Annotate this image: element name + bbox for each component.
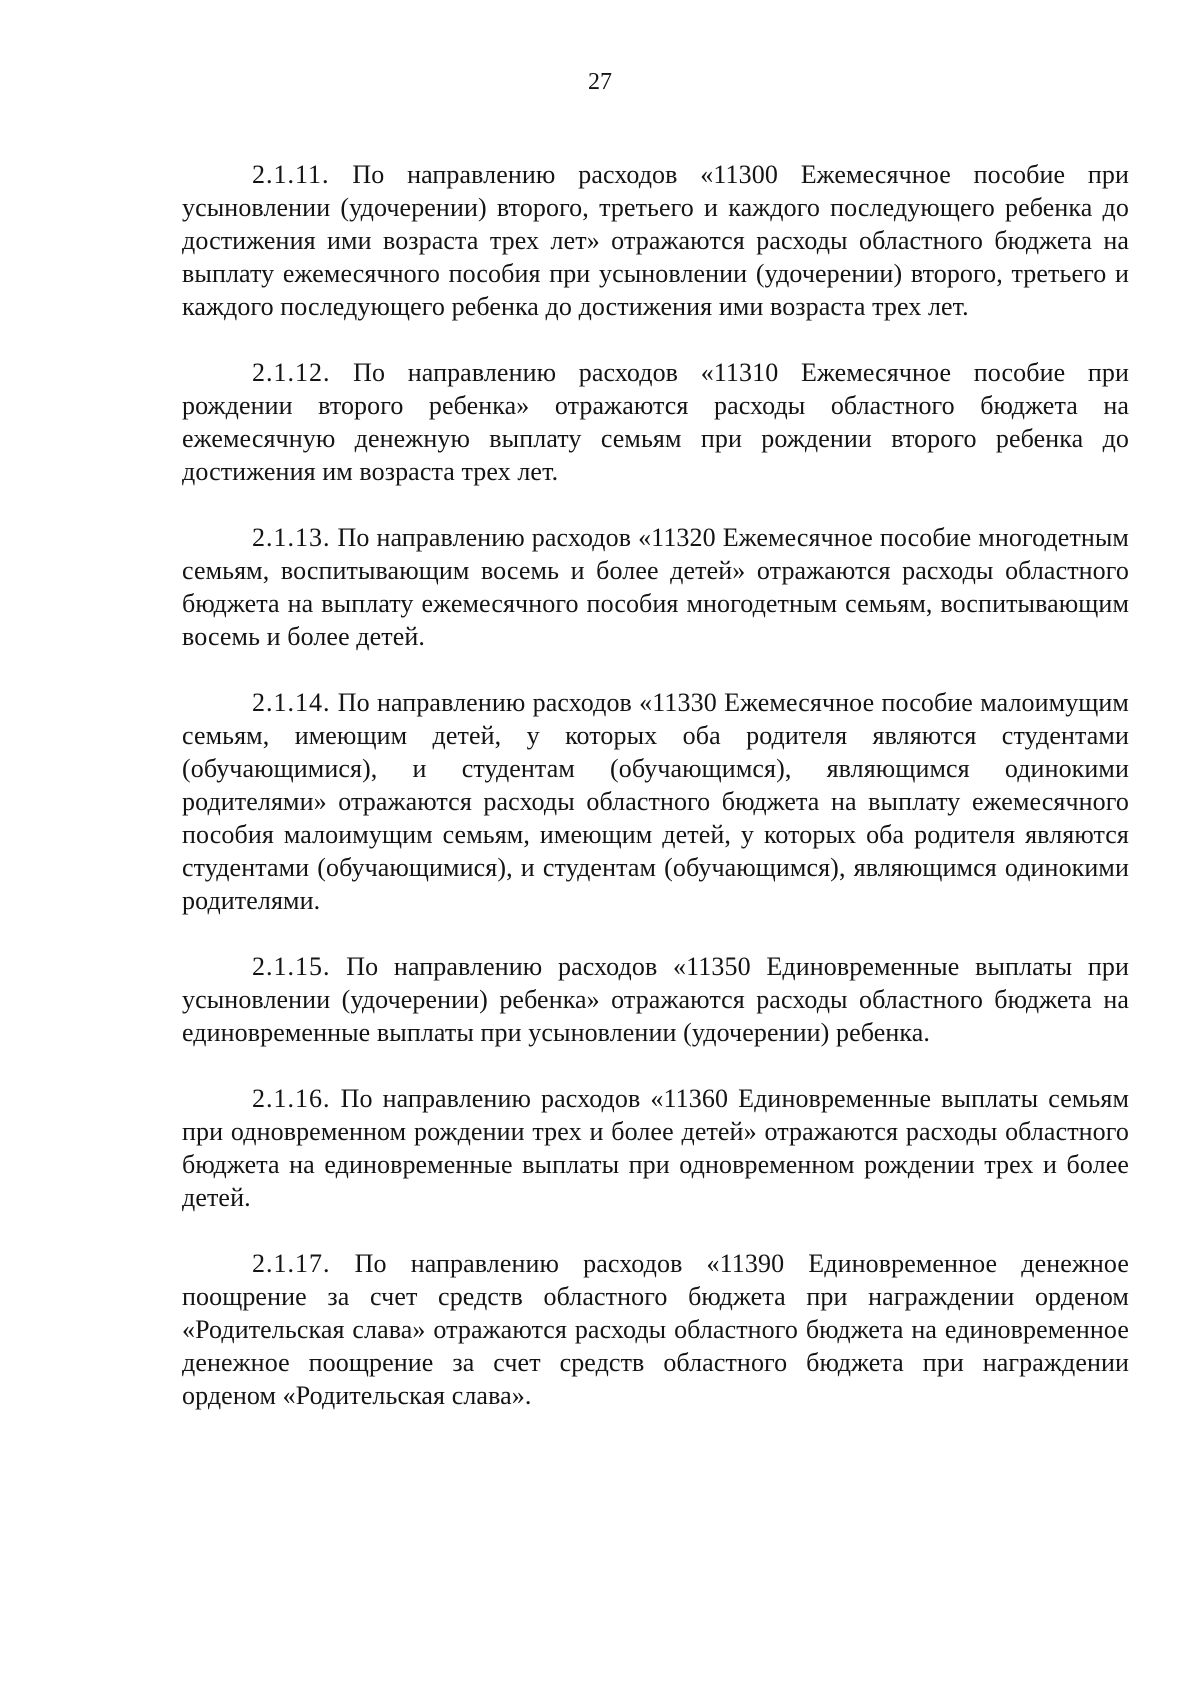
paragraph-text: По направлению расходов «11390 Единовременное денежное поощрение за счет средств областного бюджета при награждении орденом «Родительская слава» отражаются расходы областного бюджета на единовременное денежное поощрение за счет средств областного бюджета при награждении орденом «Родительская слава». <box>182 1249 1129 1410</box>
paragraph-2-1-12 <box>182 356 1129 488</box>
paragraph-2-1-11 <box>182 158 1129 323</box>
paragraph-text: По направлению расходов «11350 Единовременные выплаты при усыновлении (удочерении) ребенка» отражаются расходы областного бюджета на единовременные выплаты при усыновлении (удочерении) ребенка. <box>182 952 1129 1047</box>
paragraph-2-1-13 <box>182 521 1129 653</box>
paragraph-number: 2.1.14. <box>252 688 331 717</box>
paragraph-text: По направлению расходов «11360 Единовременные выплаты семьям при одновременном рождении трех и более детей» отражаются расходы областного бюджета на единовременные выплаты при одновременном рождении трех и более детей. <box>182 1084 1129 1212</box>
paragraph-text: По направлению расходов «11320 Ежемесячное пособие многодетным семьям, воспитывающим восемь и более детей» отражаются расходы областного бюджета на выплату ежемесячного пособия многодетным семьям, воспитывающим восемь и более детей. <box>182 523 1129 651</box>
paragraph-number: 2.1.16. <box>252 1084 331 1113</box>
paragraph-2-1-15 <box>182 950 1129 1049</box>
paragraph-number: 2.1.17. <box>252 1249 331 1278</box>
paragraph-2-1-14 <box>182 686 1129 917</box>
paragraph-number: 2.1.13. <box>252 523 331 552</box>
paragraph-2-1-17 <box>182 1247 1129 1412</box>
paragraph-2-1-16 <box>182 1082 1129 1214</box>
page-number: 27 <box>588 69 612 95</box>
paragraph-number: 2.1.11. <box>252 160 330 189</box>
paragraph-text: По направлению расходов «11300 Ежемесячное пособие при усыновлении (удочерении) второго, третьего и каждого последующего ребенка до достижения ими возраста трех лет» отражаются расходы областного бюджета на выплату ежемесячного пособия при усыновлении (удочерении) второго, третьего и каждого последующего ребенка до достижения ими возраста трех лет. <box>182 160 1129 321</box>
paragraph-text: По направлению расходов «11310 Ежемесячное пособие при рождении второго ребенка» отражаются расходы областного бюджета на ежемесячную денежную выплату семьям при рождении второго ребенка до достижения им возраста трех лет. <box>182 358 1129 486</box>
paragraph-text: По направлению расходов «11330 Ежемесячное пособие малоимущим семьям, имеющим детей, у которых оба родителя являются студентами (обучающимися), и студентам (обучающимся), являющимся одинокими родителями» отражаются расходы областного бюджета на выплату ежемесячного пособия малоимущим семьям, имеющим детей, у которых оба родителя являются студентами (обучающимися), и студентам (обучающимся), являющимся одинокими родителями. <box>182 688 1129 915</box>
paragraph-number: 2.1.15. <box>252 952 331 981</box>
paragraph-number: 2.1.12. <box>252 358 331 387</box>
document-body <box>182 158 1129 1445</box>
